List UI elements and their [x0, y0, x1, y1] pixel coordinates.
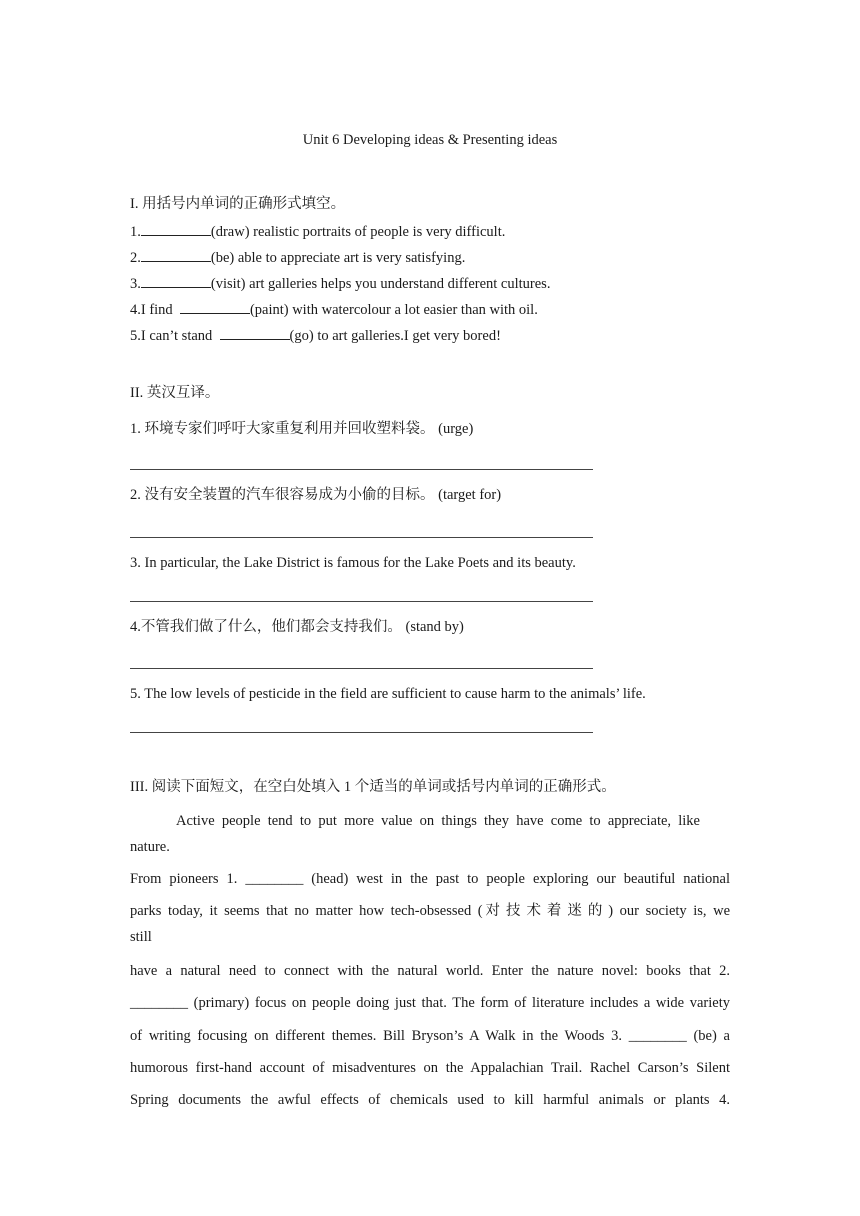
section-2-heading: II. 英汉互译。 [130, 385, 220, 401]
translate-item-3: 3. In particular, the Lake District is famous for the Lake Poets and its beauty. [130, 555, 576, 571]
item-number: 3. [130, 276, 141, 292]
answer-line[interactable] [130, 537, 593, 538]
passage-text: ) our society is, we [608, 903, 731, 919]
item-text: (visit) art galleries helps you understand different cultures. [210, 276, 551, 292]
passage-line: humorous first-hand account of misadventures on the Appalachian Trail. Rachel Carson’s Silent [130, 1060, 730, 1076]
passage-line [130, 902, 730, 920]
passage-line: Spring documents the awful effects of chemicals used to kill harmful animals or plants 4. [130, 1092, 730, 1108]
answer-blank[interactable] [180, 300, 250, 314]
fill-item-5 [130, 326, 501, 345]
translate-item-1: 1. 环境专家们呼吁大家重复利用并回收塑料袋。 (urge) [130, 421, 474, 437]
translate-item-2: 2. 没有安全装置的汽车很容易成为小偷的目标。 (target for) [130, 487, 502, 503]
section-3-heading: III. 阅读下面短文，在空白处填入 1 个适当的单词或括号内单词的正确形式。 [130, 779, 616, 795]
passage-text: parks today, it seems that no matter how tech-obsessed ( [130, 903, 483, 919]
section-1-heading: I. 用括号内单词的正确形式填空。 [130, 196, 346, 212]
translate-item-5: 5. The low levels of pesticide in the field are sufficient to cause harm to the animals’ life. [130, 686, 646, 702]
passage-line: of writing focusing on different themes. Bill Bryson’s A Walk in the Woods 3. ________ (be) a [130, 1028, 730, 1044]
item-prefix: I find [140, 302, 180, 318]
page-title: Unit 6 Developing ideas & Presenting ideas [302, 132, 558, 148]
fill-item-1 [130, 222, 505, 241]
item-number: 1. [130, 224, 141, 240]
item-text: (go) to art galleries.I get very bored! [289, 328, 501, 344]
answer-line[interactable] [130, 469, 593, 470]
answer-blank[interactable] [141, 248, 211, 262]
passage-intro-line-2: nature. [130, 839, 170, 855]
item-text: (paint) with watercolour a lot easier than with oil. [249, 302, 538, 318]
fill-item-4 [130, 300, 538, 319]
item-number: 5. [130, 328, 141, 344]
answer-line[interactable] [130, 668, 593, 669]
answer-blank[interactable] [141, 222, 211, 236]
answer-blank[interactable] [220, 326, 290, 340]
item-number: 4. [130, 302, 141, 318]
answer-blank[interactable] [141, 274, 211, 288]
item-text: (be) able to appreciate art is very satisfying. [210, 250, 466, 266]
translate-item-4: 4.不管我们做了什么，他们都会支持我们。 (stand by) [130, 619, 464, 635]
item-text: (draw) realistic portraits of people is very difficult. [210, 224, 506, 240]
answer-line[interactable] [130, 601, 593, 602]
passage-line: have a natural need to connect with the natural world. Enter the nature novel: books that 2. [130, 963, 730, 979]
fill-item-2 [130, 248, 465, 267]
passage-line: From pioneers 1. ________ (head) west in the past to people exploring our beautiful national [130, 871, 730, 887]
item-number: 2. [130, 250, 141, 266]
passage-line: still [130, 929, 152, 945]
item-prefix: I can’t stand [140, 328, 220, 344]
fill-item-3 [130, 274, 550, 293]
passage-intro-line-1: Active people tend to put more value on things they have come to appreciate, like [176, 813, 700, 829]
answer-line[interactable] [130, 732, 593, 733]
passage-gloss: 对技术着迷的 [482, 903, 609, 919]
passage-line: ________ (primary) focus on people doing just that. The form of literature includes a wide variety [130, 995, 730, 1011]
